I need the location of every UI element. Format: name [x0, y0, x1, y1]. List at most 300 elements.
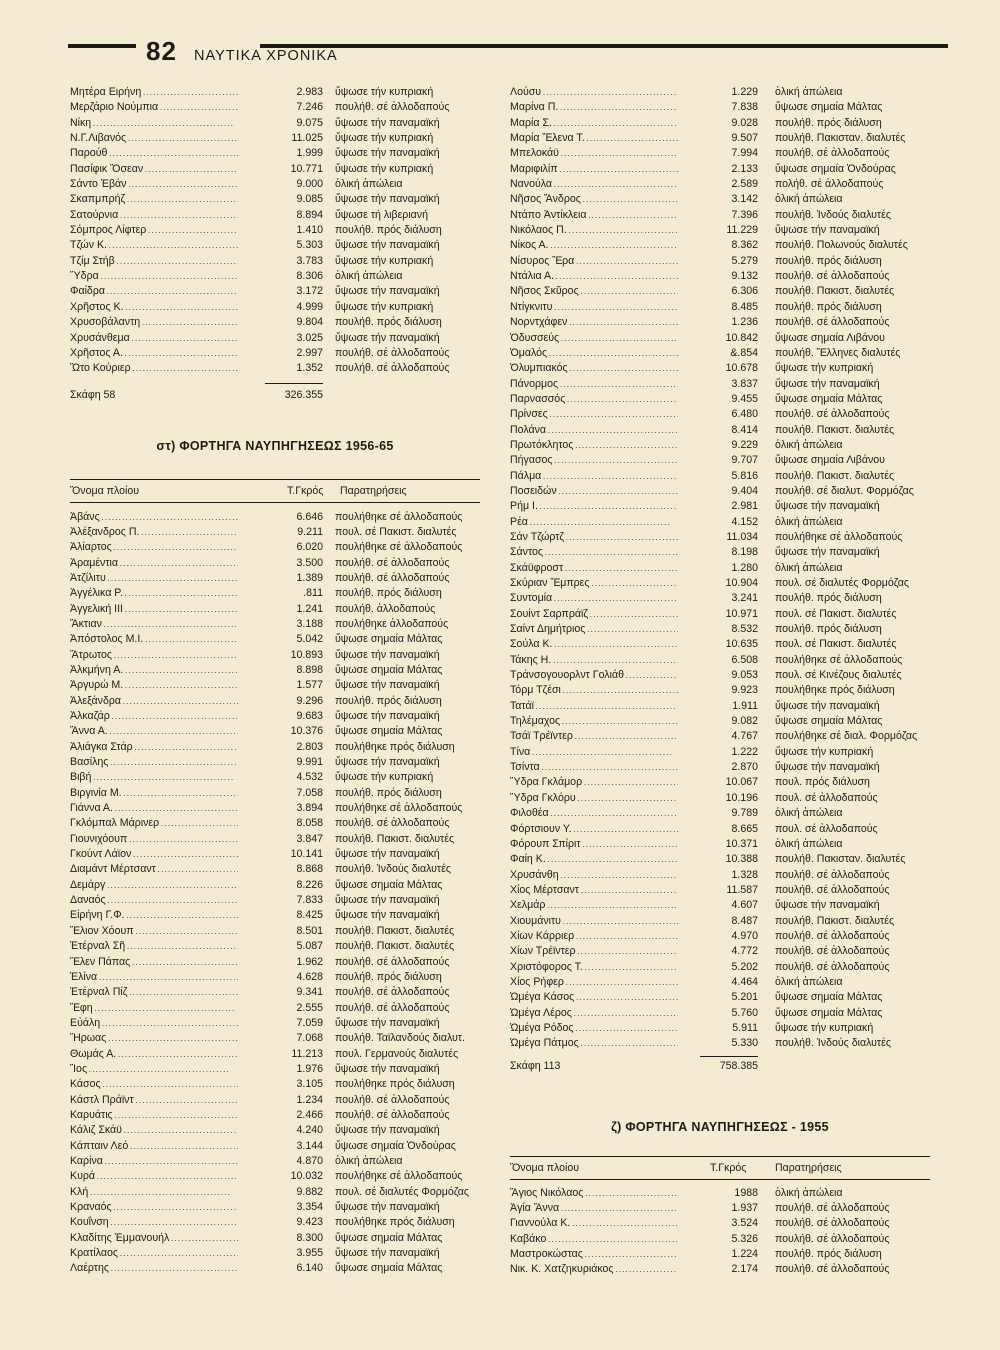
table-row: [70, 632, 480, 647]
table-row: [510, 683, 930, 698]
sum-rule: [700, 1056, 758, 1057]
table-row: [70, 602, 480, 617]
gross-tonnage: 9.082: [731, 715, 758, 728]
remark: ὕψωσε σημαία Μάλτας: [775, 715, 883, 728]
remark: ὕψωσε τήν κυπριακή: [335, 254, 434, 267]
gross-tonnage: 5.326: [731, 1232, 758, 1245]
total-tonnage: 758.385: [719, 1059, 758, 1072]
table-row: [70, 162, 480, 177]
ship-name: Χρυσάνθη . . .: [510, 869, 678, 881]
gross-tonnage: 5.816: [731, 469, 758, 482]
table-row: [70, 816, 480, 831]
leader-dots-clip: [70, 1185, 238, 1200]
ship-name: Ὠμέγα Πάτμος . . .: [510, 1037, 678, 1049]
ship-name: Ν.Γ.Λιβανός . . .: [70, 132, 238, 144]
leader-dots-clip: [70, 1093, 238, 1108]
remark: πουλήθ. σέ ἀλλοδαπούς: [775, 883, 890, 896]
leader-dots-clip: [510, 944, 678, 959]
table-row: [510, 714, 930, 729]
remark: πουλήθ. Πακισταν. διαλυτές: [775, 132, 906, 145]
leader-dots-clip: [70, 1231, 238, 1246]
table-row: [70, 924, 480, 939]
ship-name: Ἅγιος Νικόλαος . . .: [510, 1187, 678, 1199]
leader-dots-clip: [70, 116, 238, 131]
table-row: [510, 852, 930, 867]
total-label: Σκάφη 113: [510, 1059, 561, 1072]
leader-dots-clip: [510, 438, 678, 453]
ship-name: Κάπταιν Λεό . . .: [70, 1140, 238, 1152]
leader-dots-clip: [510, 1262, 678, 1277]
remark: πουλήθ. ἀλλοδαπούς: [335, 602, 436, 615]
ship-name: Ὠμέγα Ρόδος . . .: [510, 1022, 678, 1034]
leader-dots-clip: [70, 1139, 238, 1154]
leader-dots-clip: [510, 162, 678, 177]
table-row: [510, 315, 930, 330]
ship-name: Τατάϊ . . .: [510, 700, 675, 712]
gross-tonnage: 9.075: [296, 116, 323, 129]
table-row: [510, 162, 930, 177]
remark: πουλήθ. Ἰνδούς διαλυτές: [775, 1037, 891, 1050]
ship-name: Τόρμ Τζέσι . . .: [510, 684, 678, 696]
section-st-header: [70, 479, 480, 503]
ship-name: Σόμπρος Λίφτερ . . .: [70, 224, 238, 236]
page-header: [68, 36, 948, 70]
table-row: [70, 1185, 480, 1200]
remark: πουλήθηκε πρός διάλυση: [775, 684, 895, 697]
ship-name: Ντίγκνιτυ . . .: [510, 301, 678, 313]
table-row: [70, 361, 480, 376]
ship-name: Σκύριαν Ἔμπρες . . .: [510, 577, 678, 589]
remark: πουλήθ. σέ ἀλλοδαπούς: [335, 955, 450, 968]
remark: πουλήθ. σέ ἀλλοδαπούς: [775, 960, 890, 973]
remark: ὕψωσε σημαία Μάλτας: [335, 663, 443, 676]
gross-tonnage: 4.532: [296, 771, 323, 784]
leader-dots-clip: [510, 822, 678, 837]
gross-tonnage: 7.246: [296, 101, 323, 114]
table-row: [70, 939, 480, 954]
gross-tonnage: 3.241: [731, 592, 758, 605]
ship-name: Σάν Τζώρτζ . . .: [510, 531, 678, 543]
table-row: [510, 1216, 930, 1231]
remark: ὕψωσε σημαία Λιβάνου: [775, 454, 885, 467]
gross-tonnage: 10.971: [725, 607, 758, 620]
leader-dots-clip: [70, 1016, 238, 1031]
table-row: [70, 284, 480, 299]
remark: ὕψωσε τήν παναμαϊκή: [335, 756, 440, 769]
ship-name: Γιαννούλα Κ. . . .: [510, 1217, 678, 1229]
ship-name: Λούσυ . . .: [510, 86, 678, 98]
leader-dots-clip: [70, 939, 238, 954]
leader-dots-clip: [510, 284, 678, 299]
ship-name: Κλή . . .: [70, 1186, 230, 1198]
remark: ὁλική ἀπώλεια: [335, 1154, 403, 1167]
remark: πουλήθ. Ἕλληνες διαλυτές: [775, 346, 901, 359]
table-row: [70, 269, 480, 284]
leader-dots-clip: [510, 1186, 678, 1201]
leader-dots-clip: [510, 254, 678, 269]
remark: ὕψωσε τήν παναμαϊκή: [335, 116, 440, 129]
ship-name: Μαρία Ἔλενα Τ. . . .: [510, 132, 678, 144]
ship-name: Μαστροκώστας . . .: [510, 1248, 678, 1260]
remark: πουλήθ. σέ ἀλλοδαπούς: [775, 1217, 890, 1230]
leader-dots-clip: [510, 377, 678, 392]
leader-dots-clip: [510, 146, 678, 161]
ship-name: Βιβή . . .: [70, 771, 233, 783]
leader-dots-clip: [510, 960, 678, 975]
leader-dots-clip: [70, 208, 238, 223]
remark: ὕψωσε τήν παναμαϊκή: [335, 331, 440, 344]
leader-dots-clip: [510, 530, 678, 545]
gross-tonnage: 3.837: [731, 377, 758, 390]
gross-tonnage: 9.341: [296, 986, 323, 999]
leader-dots-clip: [70, 162, 238, 177]
table-row: [70, 678, 480, 693]
remark: πουλήθ. Πακιστ. διαλυτές: [775, 285, 895, 298]
ship-name: Σκαπμπρήζ . . .: [70, 193, 238, 205]
table-row: [70, 1169, 480, 1184]
gross-tonnage: 7.058: [296, 786, 323, 799]
remark: ὕψωσε τήν παναμαϊκή: [335, 1062, 440, 1075]
section-st-table-right: [510, 85, 930, 1052]
ship-name: Παρούθ . . .: [70, 147, 238, 159]
previous-section-table: [70, 85, 480, 377]
ship-name: Πρίνσες . . .: [510, 408, 678, 420]
leader-dots-clip: [70, 786, 238, 801]
gross-tonnage: 8.894: [296, 208, 323, 221]
ship-name: Νανούλα . . .: [510, 178, 678, 190]
ship-name: Ἐλίνα . . .: [70, 971, 238, 983]
remark: ὕψωσε τήν παναμαϊκή: [335, 1124, 440, 1137]
gross-tonnage: 5.303: [296, 239, 323, 252]
table-row: [510, 545, 930, 560]
ship-name: Χρυσοβάλαντη . . .: [70, 316, 238, 328]
ship-name: Νορντχάφεν . . .: [510, 316, 678, 328]
ship-name: Καρυάτις . . .: [70, 1109, 238, 1121]
remark: ὁλική ἀπώλεια: [775, 1186, 843, 1199]
ship-name: Ἀργυρώ Μ. . . .: [70, 679, 238, 691]
remark: πουλήθ. Ἰνδούς διαλυτές: [335, 863, 451, 876]
gross-tonnage: 10.371: [725, 837, 758, 850]
gross-tonnage: 3.524: [731, 1217, 758, 1230]
gross-tonnage: 9.423: [296, 1216, 323, 1229]
col-header-name: Ὄνομα πλοίου: [510, 1161, 580, 1174]
leader-dots-clip: [510, 361, 678, 376]
table-row: [70, 192, 480, 207]
remark: πουλήθ. πρός διάλυση: [775, 1248, 882, 1261]
table-row: [510, 208, 930, 223]
leader-dots-clip: [510, 423, 678, 438]
leader-dots-clip: [70, 801, 238, 816]
leader-dots-clip: [510, 484, 678, 499]
leader-dots-clip: [70, 816, 238, 831]
table-row: [510, 914, 930, 929]
leader-dots-clip: [510, 607, 678, 622]
remark: πουλήθ. σέ ἀλλοδαπούς: [335, 1001, 450, 1014]
ship-name: Νικόλαος Π. . . .: [510, 224, 678, 236]
ship-name: Κάστλ Πράϊντ . . .: [70, 1094, 238, 1106]
ship-name: Ρήμ Ι. . . .: [510, 500, 678, 512]
table-row: [510, 791, 930, 806]
leader-dots-clip: [510, 177, 678, 192]
ship-name: Κάσος . . .: [70, 1078, 238, 1090]
section-st-total: [510, 1058, 930, 1074]
ship-name: Μαρία Σ. . . .: [510, 117, 678, 129]
ship-name: Τσάϊ Τρέϊντερ . . .: [510, 730, 678, 742]
table-row: [510, 622, 930, 637]
gross-tonnage: 9.053: [731, 669, 758, 682]
ship-name: Τίνα . . .: [510, 746, 672, 758]
leader-dots-clip: [510, 407, 678, 422]
ship-name: Ποσειδών . . .: [510, 485, 678, 497]
gross-tonnage: 2.133: [731, 162, 758, 175]
total-label: Σκάφη 58: [70, 388, 116, 401]
remark: πουλήθηκε σέ ἀλλοδαπούς: [335, 541, 463, 554]
leader-dots-clip: [70, 300, 238, 315]
gross-tonnage: 3.354: [296, 1201, 323, 1213]
remark: πουλήθ. σέ διαλυτ. Φορμόζας: [775, 484, 914, 497]
table-row: [510, 131, 930, 146]
table-row: [510, 837, 930, 852]
remark: πουλήθ. σέ ἀλλοδαπούς: [335, 817, 450, 830]
table-row: [70, 1093, 480, 1108]
ship-name: Σκάϋφροστ . . .: [510, 562, 678, 574]
remark: πουλήθ. σέ ἀλλοδαπούς: [775, 1232, 890, 1245]
table-row: [70, 694, 480, 709]
remark: ὕψωσε τήν παναμαϊκή: [775, 761, 880, 774]
leader-dots-clip: [510, 116, 678, 131]
remark: πουλήθ. Πολωνούς διαλυτές: [775, 239, 908, 252]
table-row: [70, 1123, 480, 1138]
table-row: [70, 1077, 480, 1092]
gross-tonnage: 10.196: [725, 791, 758, 804]
ship-name: Βιργινία Μ. . . .: [70, 787, 238, 799]
leader-dots-clip: [70, 678, 238, 693]
table-row: [510, 269, 930, 284]
ship-name: Νίσυρος Ἔρα . . .: [510, 255, 678, 267]
gross-tonnage: 8.226: [296, 878, 323, 891]
ship-name: Χρῆστος Κ. . . .: [70, 301, 238, 313]
remark: ὁλική ἀπώλεια: [335, 270, 403, 283]
ship-name: Ντάλια Α. . . .: [510, 270, 678, 282]
ship-name: Φόρουπ Σπίριτ . . .: [510, 838, 678, 850]
table-row: [510, 822, 930, 837]
remark: ὕψωσε σημαία Μάλτας: [775, 392, 883, 405]
remark: ὕψωσε τήν κυπριακή: [335, 300, 434, 313]
ship-name: Ὕδρα Γκλάμορ . . .: [510, 776, 678, 788]
ship-name: Χρυσάνθεμα . . .: [70, 332, 238, 344]
gross-tonnage: 3.783: [296, 254, 323, 267]
gross-tonnage: 1.389: [296, 571, 323, 584]
ship-name: Ὠμέγα Λέρος . . .: [510, 1007, 678, 1019]
gross-tonnage: 6.508: [731, 653, 758, 666]
table-row: [70, 300, 480, 315]
ship-name: Χελμάρ . . .: [510, 899, 678, 911]
leader-dots-clip: [510, 791, 678, 806]
ship-name: Ἥρωας . . .: [70, 1032, 238, 1044]
table-row: [510, 238, 930, 253]
remark: ὁλική ἀπώλεια: [775, 561, 843, 574]
col-header-tonnage: Τ.Γκρός: [710, 1161, 747, 1174]
ship-name: Μητέρα Ειρήνη . . .: [70, 86, 238, 98]
leader-dots-clip: [510, 238, 678, 253]
ship-name: Ἀτζίλιτυ . . .: [70, 572, 238, 584]
table-row: [70, 1108, 480, 1123]
leader-dots-clip: [510, 1021, 678, 1036]
remark: ὕψωσε τήν παναμαϊκή: [335, 894, 440, 907]
remark: πουλ. σέ ἀλλοδαπούς: [775, 822, 878, 835]
ship-name: Διαμάντ Μέρτσαντ . . .: [70, 863, 238, 875]
leader-dots-clip: [510, 653, 678, 668]
gross-tonnage: 3.500: [296, 556, 323, 569]
remark: πουλήθ. Πακιστ. διαλυτές: [775, 469, 895, 482]
remark: πουλήθ. σέ ἀλλοδαπούς: [775, 147, 890, 160]
ship-name: Ἐτέρναλ Πίζ . . .: [70, 986, 238, 998]
ship-name: Ἄτρωτος . . .: [70, 649, 238, 661]
remark: ὕψωσε σημαία Μάλτας: [335, 878, 443, 891]
remark: πουλήθ. σέ ἀλλοδαπούς: [335, 346, 450, 359]
leader-dots-clip: [510, 1247, 678, 1262]
leader-dots-clip: [70, 131, 238, 146]
table-row: [510, 85, 930, 100]
leader-dots-clip: [70, 269, 238, 284]
table-row: [510, 1036, 930, 1051]
remark: πουλήθ. πρός διάλυση: [775, 254, 882, 267]
gross-tonnage: 2.983: [296, 86, 323, 98]
leader-dots-clip: [70, 908, 238, 923]
leader-dots-clip: [70, 571, 238, 586]
gross-tonnage: 8.868: [296, 863, 323, 876]
leader-dots-clip: [70, 632, 238, 647]
remark: πουλήθ. Πακιστ. διαλυτές: [335, 924, 455, 937]
leader-dots-clip: [70, 694, 238, 709]
leader-dots-clip: [70, 1001, 238, 1016]
leader-dots-clip: [70, 985, 238, 1000]
ship-name: Πασίφικ Ὄσεαν . . .: [70, 163, 238, 175]
remark: πουλήθηκε πρός διάλυση: [335, 1078, 455, 1091]
table-row: [510, 407, 930, 422]
gross-tonnage: 1.577: [296, 679, 323, 692]
table-row: [70, 1200, 480, 1215]
remark: ὕψωσε σημαία Μάλτας: [335, 1231, 443, 1244]
gross-tonnage: 10.842: [725, 331, 758, 344]
col-header-tonnage: Τ.Γκρός: [287, 484, 324, 497]
leader-dots-clip: [510, 760, 678, 775]
table-row: [70, 740, 480, 755]
gross-tonnage: 4.999: [296, 300, 323, 313]
gross-tonnage: 6.306: [731, 285, 758, 298]
gross-tonnage: 2.174: [731, 1263, 758, 1276]
ship-name: Τηλέμαχος . . .: [510, 715, 678, 727]
remark: ὁλική ἀπώλεια: [775, 86, 843, 98]
table-row: [70, 970, 480, 985]
remark: πουλήθ. σέ ἀλλοδαπούς: [335, 571, 450, 584]
remark: ὕψωσε τή λιβεριανή: [335, 208, 429, 221]
remark: πουλήθ. Πακιστ. διαλυτές: [335, 940, 455, 953]
remark: πουλ. Γερμανούς διαλυτές: [335, 1047, 459, 1060]
gross-tonnage: 1.999: [296, 147, 323, 160]
ship-name: Εἰρήνη Γ.Φ. . . .: [70, 909, 238, 921]
remark: πουλήθ. πρός διάλυση: [775, 592, 882, 605]
ship-name: Ὀδυσσεύς . . .: [510, 332, 678, 344]
leader-dots-clip: [510, 453, 678, 468]
ship-name: Χιουμάνιτυ . . .: [510, 915, 678, 927]
remark: ὕψωσε τήν παναμαϊκή: [335, 1201, 440, 1213]
table-row: [70, 755, 480, 770]
leader-dots-clip: [70, 284, 238, 299]
remark: ὕψωσε τήν κυπριακή: [775, 362, 874, 375]
ship-name: Μαρίνα Π. . . .: [510, 101, 678, 113]
table-row: [70, 862, 480, 877]
leader-dots-clip: [70, 540, 238, 555]
gross-tonnage: 5.202: [731, 960, 758, 973]
leader-dots-clip: [510, 898, 678, 913]
table-row: [70, 238, 480, 253]
remark: ὕψωσε τήν παναμαϊκή: [775, 500, 880, 513]
gross-tonnage: 2.997: [296, 346, 323, 359]
gross-tonnage: 9.789: [731, 807, 758, 820]
ship-name: Δεμάργ . . .: [70, 879, 238, 891]
remark: πουλ. σέ διαλυτές Φορμόζας: [775, 577, 909, 589]
ship-name: Τράνσογουορλντ Γολιάθ . . .: [510, 669, 678, 681]
remark: πουλήθ. σέ ἀλλοδαπούς: [335, 101, 450, 114]
table-row: [510, 760, 930, 775]
table-row: [70, 100, 480, 115]
table-row: [510, 668, 930, 683]
table-row: [70, 146, 480, 161]
table-row: [510, 284, 930, 299]
gross-tonnage: 2.589: [731, 178, 758, 191]
leader-dots-clip: [510, 315, 678, 330]
table-row: [510, 1247, 930, 1262]
ship-name: Ἐτέρναλ Σῆ . . .: [70, 940, 238, 952]
gross-tonnage: 2.803: [296, 740, 323, 753]
remark: πουλήθηκε σέ ἀλλοδαπούς: [335, 510, 463, 523]
gross-tonnage: 9.028: [731, 116, 758, 129]
leader-dots-clip: [510, 545, 678, 560]
leader-dots-clip: [510, 714, 678, 729]
magazine-title: ΝΑΥΤΙΚΑ ΧΡΟΝΙΚΑ: [194, 48, 338, 64]
page-number: 82: [146, 36, 177, 66]
table-row: [70, 223, 480, 238]
leader-dots-clip: [70, 893, 238, 908]
remark: πολήθ. σέ ἀλλοδαπούς: [775, 178, 884, 191]
leader-dots-clip: [70, 740, 238, 755]
table-row: [510, 392, 930, 407]
remark: ὕψωσε τήν παναμαϊκή: [775, 899, 880, 912]
remark: πουλήθηκε πρός διάλυση: [335, 740, 455, 753]
gross-tonnage: 2.466: [296, 1108, 323, 1121]
table-row: [510, 1262, 930, 1277]
table-row: [70, 617, 480, 632]
remark: ὕψωσε τήν παναμαϊκή: [335, 147, 440, 160]
table-row: [510, 729, 930, 744]
leader-dots-clip: [70, 510, 238, 525]
leader-dots-clip: [510, 100, 678, 115]
gross-tonnage: 2.555: [296, 1001, 323, 1014]
gross-tonnage: 9.085: [296, 193, 323, 206]
remark: ὕψωσε τήν παναμαϊκή: [335, 285, 440, 298]
ship-name: Ὠμέγα Κάσος . . .: [510, 991, 678, 1003]
gross-tonnage: 1988: [734, 1186, 758, 1199]
gross-tonnage: 9.683: [296, 710, 323, 722]
ship-name: Τσίντα . . .: [510, 761, 678, 773]
remark: πουλήθ. σέ ἀλλοδαπούς: [335, 1108, 450, 1121]
table-row: [510, 775, 930, 790]
gross-tonnage: 11.034: [726, 530, 758, 543]
gross-tonnage: 8.362: [731, 239, 758, 252]
ship-name: Συντομία . . .: [510, 592, 678, 604]
table-row: [510, 361, 930, 376]
